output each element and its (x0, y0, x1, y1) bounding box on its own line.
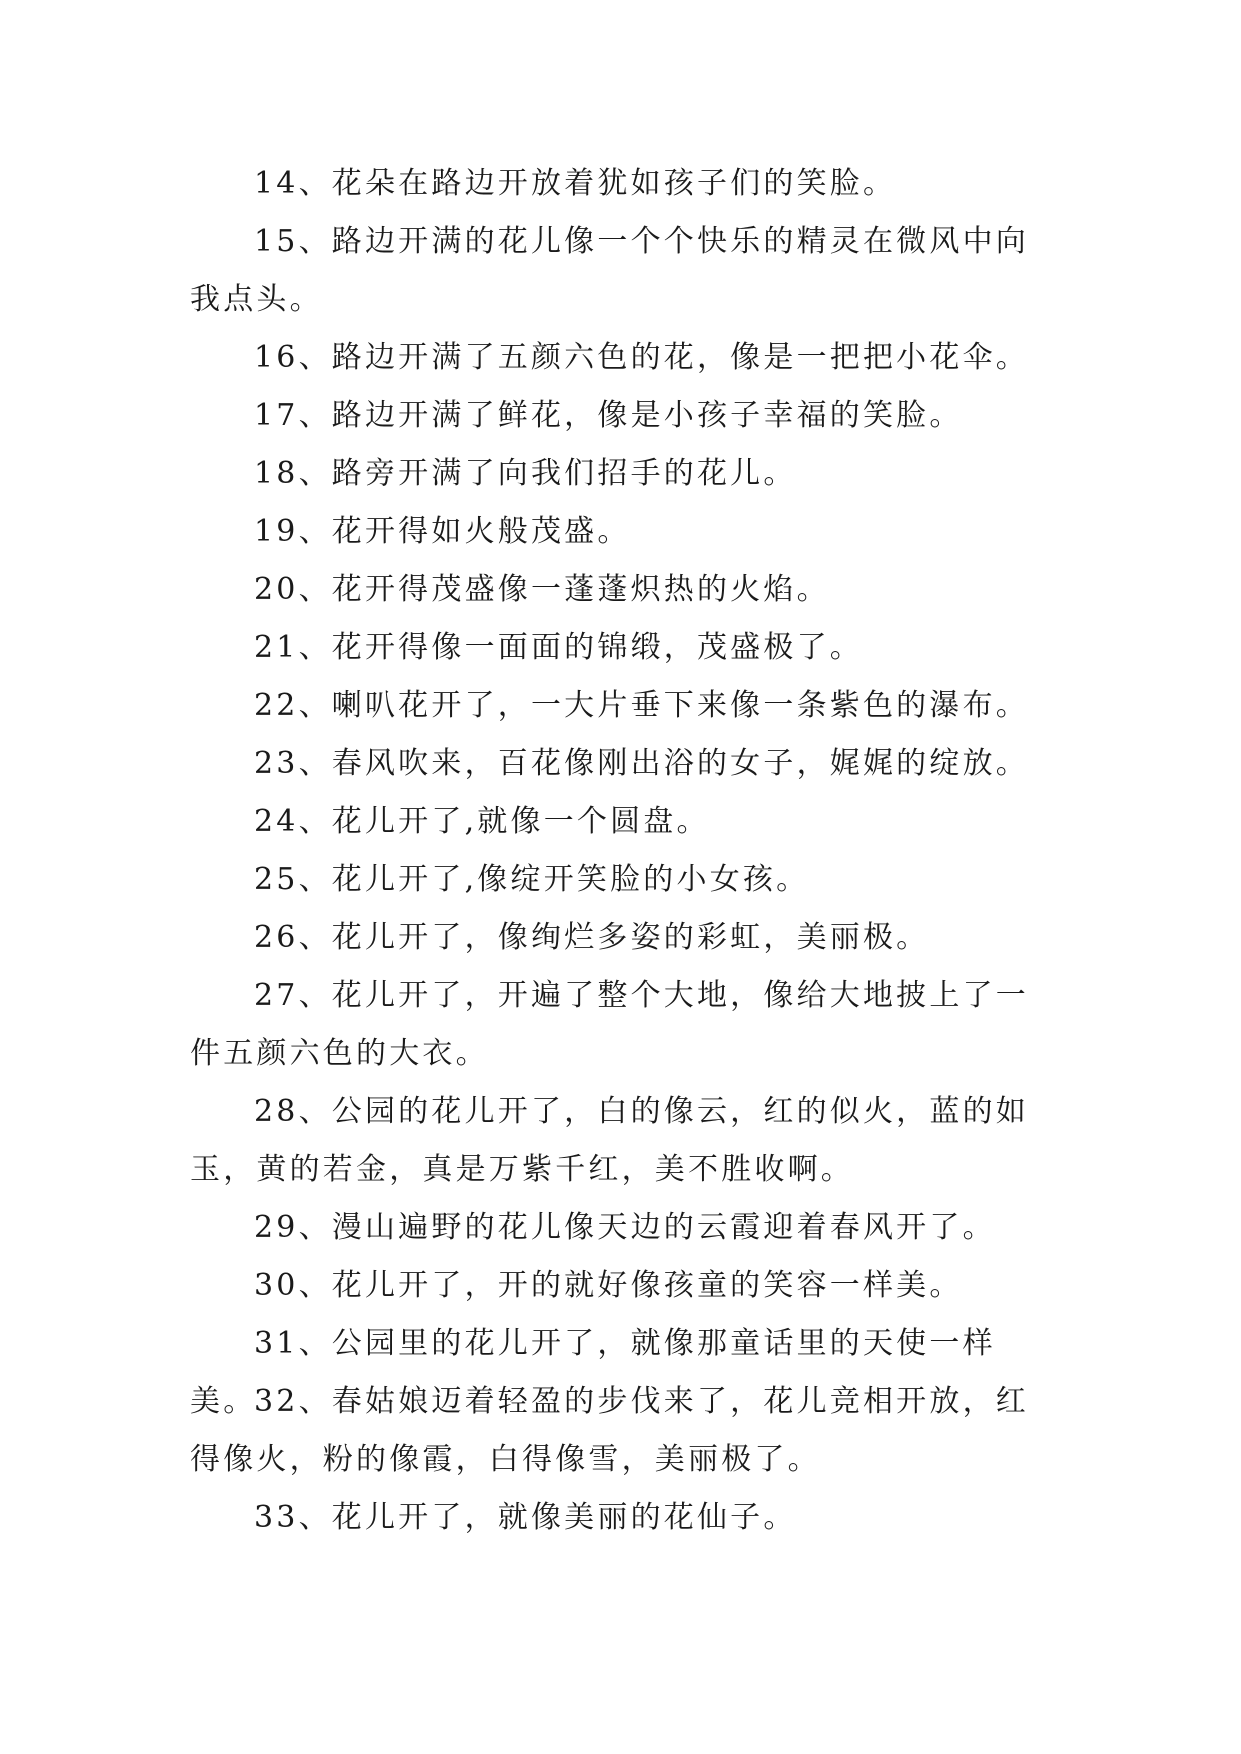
list-item: 22、喇叭花开了，一大片垂下来像一条紫色的瀑布。 (254, 688, 1029, 723)
list-item: 14、花朵在路边开放着犹如孩子们的笑脸。 (254, 166, 897, 201)
list-item: 23、春风吹来，百花像刚出浴的女子，娓娓的绽放。 (254, 746, 1029, 781)
list-item: 17、路边开满了鲜花，像是小孩子幸福的笑脸。 (254, 398, 963, 433)
list-item: 32、春姑娘迈着轻盈的步伐来了，花儿竞相开放，红得像火，粉的像霞，白得像雪，美丽极了。 (190, 1384, 1029, 1477)
list-item: 29、漫山遍野的花儿像天边的云霞迎着春风开了。 (254, 1210, 996, 1245)
list-item: 24、花儿开了,就像一个圆盘。 (254, 804, 710, 839)
list-item: 33、花儿开了，就像美丽的花仙子。 (254, 1500, 797, 1535)
list-item: 28、公园的花儿开了，白的像云，红的似火，蓝的如玉，黄的若金，真是万紫千红，美不胜收啊。 (190, 1094, 1029, 1187)
list-item: 31、公园里的花儿开了，就像那童话里的天使一样美。 (190, 1326, 996, 1419)
list-item: 18、路旁开满了向我们招手的花儿。 (254, 456, 797, 491)
list-item: 30、花儿开了，开的就好像孩童的笑容一样美。 (254, 1268, 963, 1303)
list-item: 19、花开得如火般茂盛。 (254, 514, 631, 549)
list-item: 16、路边开满了五颜六色的花，像是一把把小花伞。 (254, 340, 1029, 375)
list-item: 27、花儿开了，开遍了整个大地，像给大地披上了一件五颜六色的大衣。 (190, 978, 1029, 1071)
list-item: 15、路边开满的花儿像一个个快乐的精灵在微风中向我点头。 (190, 224, 1029, 317)
list-item: 25、花儿开了,像绽开笑脸的小女孩。 (254, 862, 810, 897)
list-item: 21、花开得像一面面的锦缎，茂盛极了。 (254, 630, 863, 665)
list-item: 20、花开得茂盛像一蓬蓬炽热的火焰。 (254, 572, 830, 607)
list-item: 26、花儿开了，像绚烂多姿的彩虹，美丽极。 (254, 920, 930, 955)
